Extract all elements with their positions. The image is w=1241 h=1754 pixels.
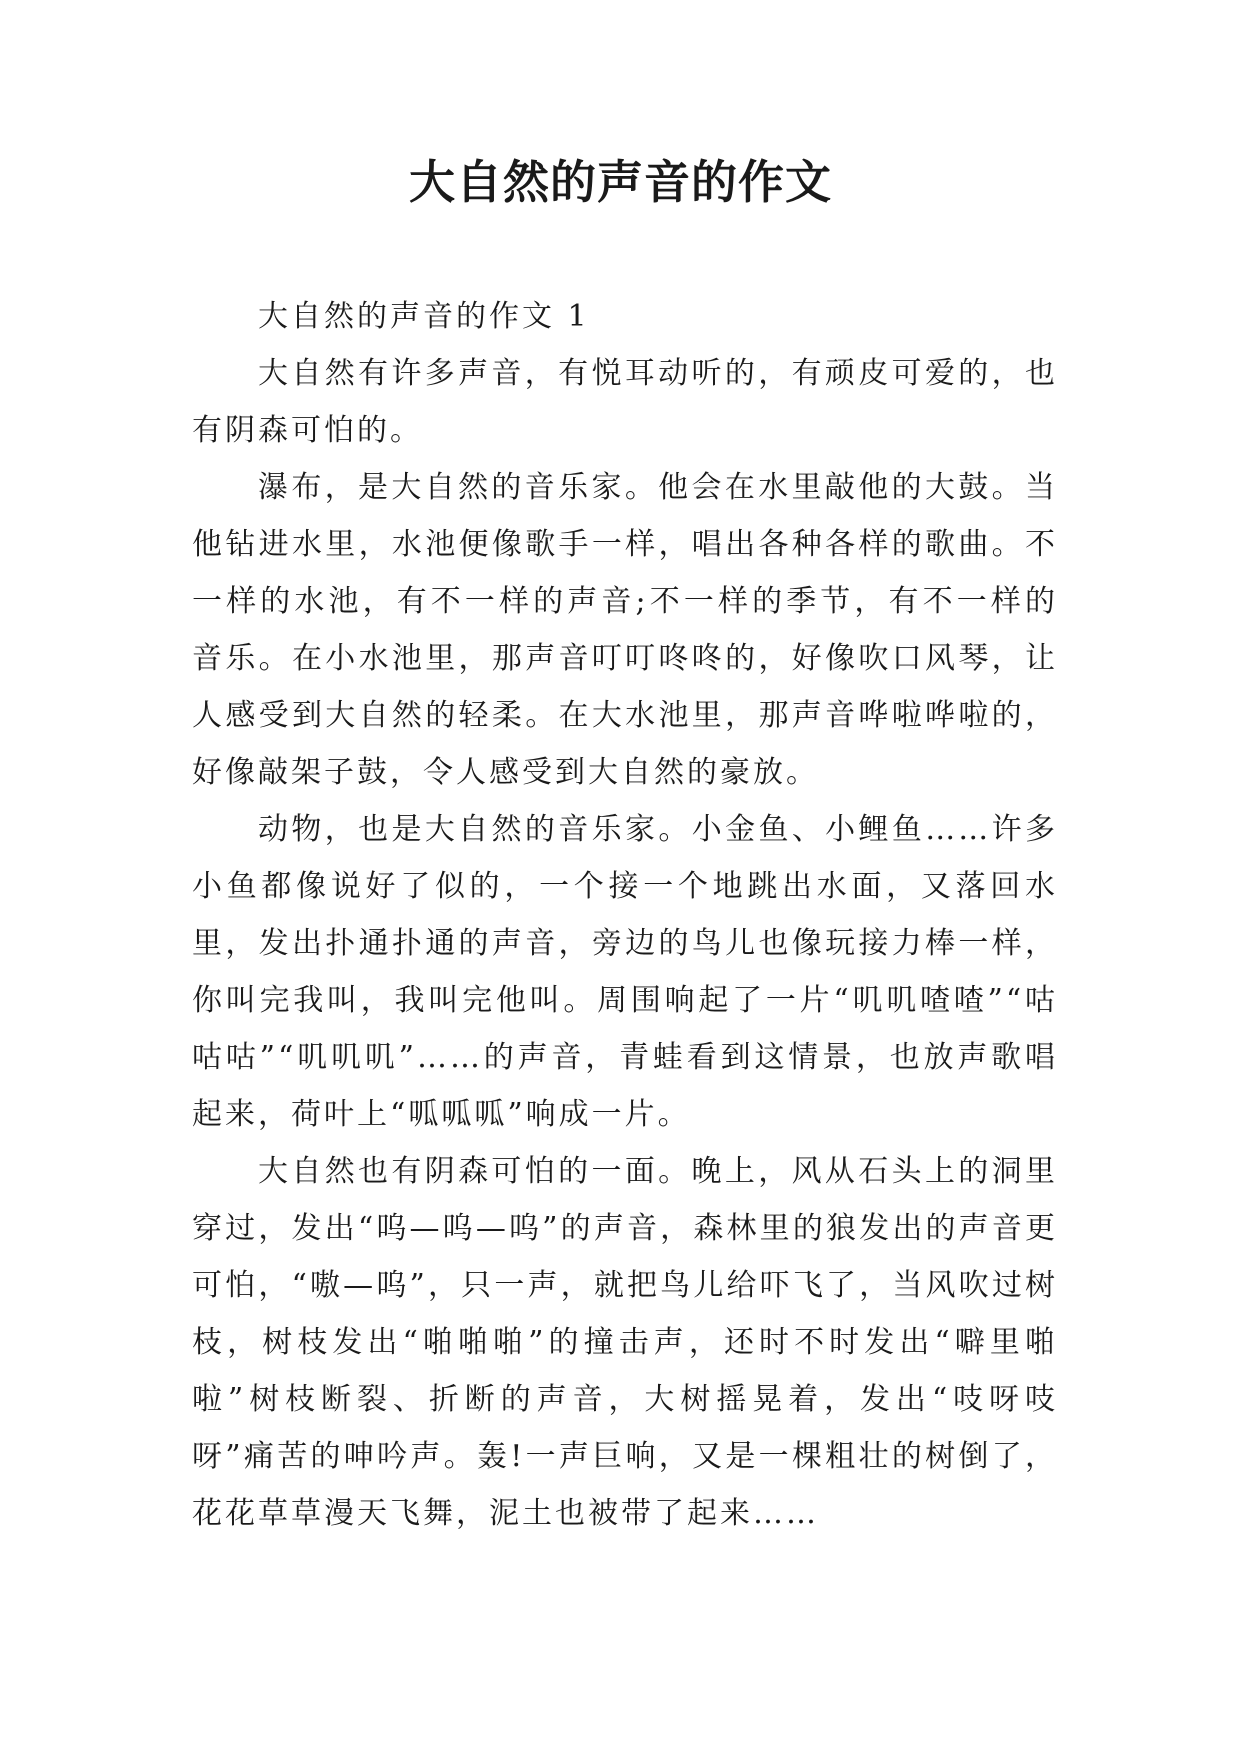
document-title: 大自然的声音的作文	[409, 155, 832, 209]
section-heading: 大自然的声音的作文 1	[258, 299, 590, 334]
paragraph-3: 动物，也是大自然的音乐家。小金鱼、小鲤鱼……许多小鱼都像说好了似的，一个接一个地跳出水面，又落回水里，发出扑通扑通的声音，旁边的鸟儿也像玩接力棒一样，你叫完我叫，我叫完他叫。周围响起了一片“叽叽喳喳”“咕咕咕”“叽叽叽”……的声音，青蛙看到这情景，也放声歌唱起来，荷叶上“呱呱呱”响成一片。	[192, 812, 1058, 1132]
document-body	[192, 288, 1058, 1542]
paragraph-2: 瀑布，是大自然的音乐家。他会在水里敲他的大鼓。当他钻进水里，水池便像歌手一样，唱出各种各样的歌曲。不一样的水池，有不一样的声音;不一样的季节，有不一样的音乐。在小水池里，那声音叮叮咚咚的，好像吹口风琴，让人感受到大自然的轻柔。在大水池里，那声音哗啦哗啦的，好像敲架子鼓，令人感受到大自然的豪放。	[192, 470, 1058, 790]
paragraph-4: 大自然也有阴森可怕的一面。晚上，风从石头上的洞里穿过，发出“呜—呜—呜”的声音，森林里的狼发出的声音更可怕，“嗷—呜”，只一声，就把鸟儿给吓飞了，当风吹过树枝，树枝发出“啪啪啪”的撞击声，还时不时发出“噼里啪啦”树枝断裂、折断的声音，大树摇晃着，发出“吱呀吱呀”痛苦的呻吟声。轰!一声巨响，又是一棵粗壮的树倒了，花花草草漫天飞舞，泥土也被带了起来……	[192, 1154, 1058, 1531]
paragraph-1: 大自然有许多声音，有悦耳动听的，有顽皮可爱的，也有阴森可怕的。	[192, 356, 1058, 448]
